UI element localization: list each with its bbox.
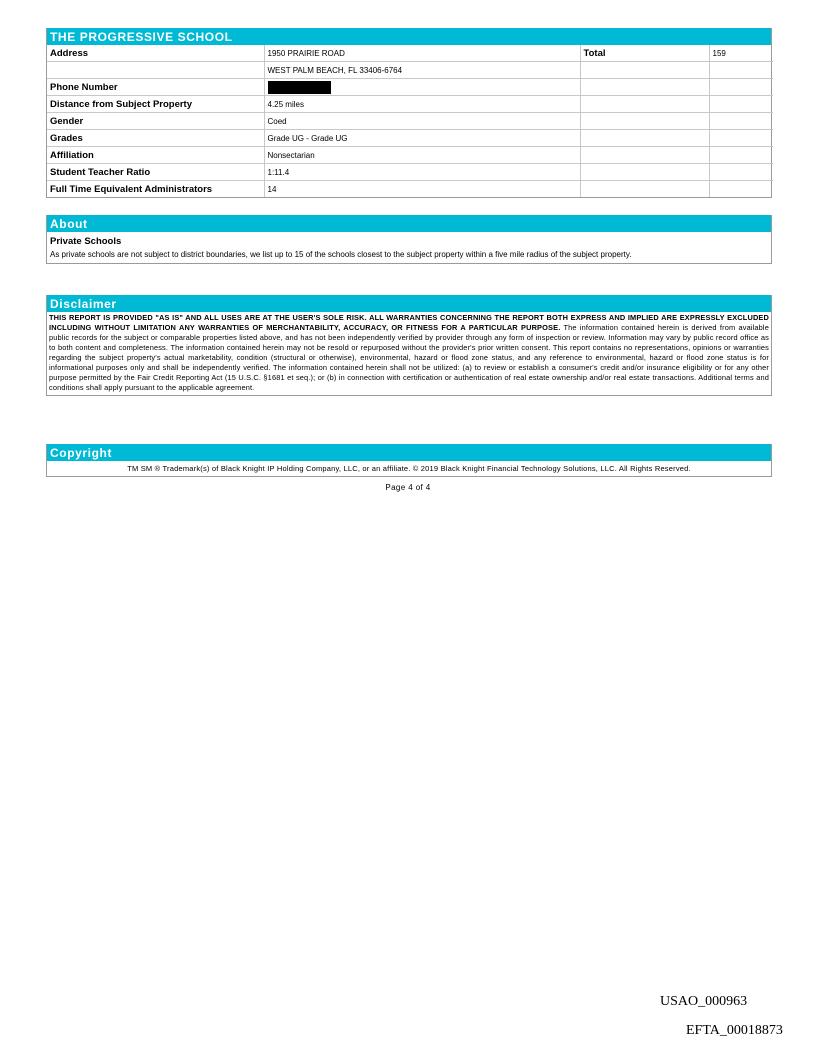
table-row [47, 181, 773, 198]
table-row [47, 130, 773, 147]
row-value: 1:11.4 [264, 164, 580, 181]
about-section [46, 215, 772, 264]
disclaimer-body [47, 312, 771, 395]
copyright-section [46, 444, 772, 477]
empty-cell [709, 130, 773, 147]
bates-efta: EFTA_00018873 [686, 1023, 783, 1038]
row-value: Nonsectarian [264, 147, 580, 164]
row-value: 1950 PRAIRIE ROAD [264, 45, 580, 62]
school-table [47, 45, 773, 197]
row-label [47, 62, 264, 79]
row-label: Full Time Equivalent Administrators [47, 181, 264, 198]
row-label: Gender [47, 113, 264, 130]
empty-cell [709, 164, 773, 181]
total-label: Total [580, 45, 709, 62]
table-row [47, 164, 773, 181]
empty-cell [580, 130, 709, 147]
empty-cell [580, 113, 709, 130]
row-label: Address [47, 45, 264, 62]
table-row [47, 45, 773, 62]
about-header: About [47, 215, 771, 232]
disclaimer-header: Disclaimer [47, 295, 771, 312]
row-value: WEST PALM BEACH, FL 33406-6764 [264, 62, 580, 79]
empty-cell [709, 113, 773, 130]
row-value: 14 [264, 181, 580, 198]
school-section [46, 28, 772, 198]
empty-cell [580, 79, 709, 96]
row-label: Phone Number [47, 79, 264, 96]
empty-cell [580, 164, 709, 181]
empty-cell [580, 62, 709, 79]
row-label: Grades [47, 130, 264, 147]
bates-usao: USAO_000963 [660, 994, 748, 1009]
table-row [47, 113, 773, 130]
disclaimer-text: The information contained herein is derived from available public records for the subject or comparable properties listed above, and has not been independently verified by provider through any form of inspection or review. Information may vary by public record office as to both content and completeness. The information contained herein may not be resold or repurposed without the provider's prior written consent. This report contains no representations, opinions or warranties regarding the subject property's actual marketability, condition (structural or otherwise), environmental, hazard or flood zone status, and any reference to environmental, hazard or flood zone status is for informational purposes only and shall be independently verified. The information contained herein shall not be utilized: (a) to review or establish a consumer's credit and/or insurance eligibility or for any other purpose permitted by the Fair Credit Reporting Act (15 U.S.C. §1681 et seq.); or (b) in connection with certification or authentication of real estate ownership and/or real estate transactions. Additional terms and conditions shall apply pursuant to the applicable agreement. [49, 323, 769, 392]
row-value [264, 79, 580, 96]
copyright-header: Copyright [47, 444, 771, 461]
empty-cell [709, 96, 773, 113]
empty-cell [709, 62, 773, 79]
table-row [47, 96, 773, 113]
empty-cell [580, 147, 709, 164]
redaction-box [268, 81, 331, 94]
disclaimer-bold-text: THIS REPORT IS PROVIDED "AS IS" AND ALL USES ARE AT THE USER'S SOLE RISK. ALL WARRANTIES CONCERNING THE REPORT BOTH EXPRESS AND IMPLIED ARE EXPRESSLY EXCLUDED INCLUDING WITHOUT LIMITATION ANY WARRANTIES OF MERCHANTABILITY, ACCURACY, OR FITNESS FOR A PARTICULAR PURPOSE. [49, 313, 769, 332]
table-row [47, 62, 773, 79]
school-title: THE PROGRESSIVE SCHOOL [47, 28, 771, 45]
row-value: Grade UG - Grade UG [264, 130, 580, 147]
empty-cell [580, 181, 709, 198]
row-label: Student Teacher Ratio [47, 164, 264, 181]
table-row [47, 79, 773, 96]
row-label: Affiliation [47, 147, 264, 164]
table-row [47, 147, 773, 164]
row-value: 4.25 miles [264, 96, 580, 113]
page-number: Page 4 of 4 [385, 483, 431, 492]
empty-cell [709, 79, 773, 96]
empty-cell [580, 96, 709, 113]
empty-cell [709, 181, 773, 198]
row-label: Distance from Subject Property [47, 96, 264, 113]
empty-cell [709, 147, 773, 164]
copyright-text: TM SM ® Trademark(s) of Black Knight IP Holding Company, LLC, or an affiliate. © 2019 Black Knight Financial Technology Solutions, LLC. All Rights Reserved. [127, 464, 691, 473]
disclaimer-section [46, 295, 772, 396]
row-value: Coed [264, 113, 580, 130]
total-value: 159 [709, 45, 773, 62]
about-text: As private schools are not subject to district boundaries, we list up to 15 of the schools closest to the subject property within a five mile radius of the subject property. [50, 250, 632, 259]
about-title: Private Schools [50, 236, 122, 247]
